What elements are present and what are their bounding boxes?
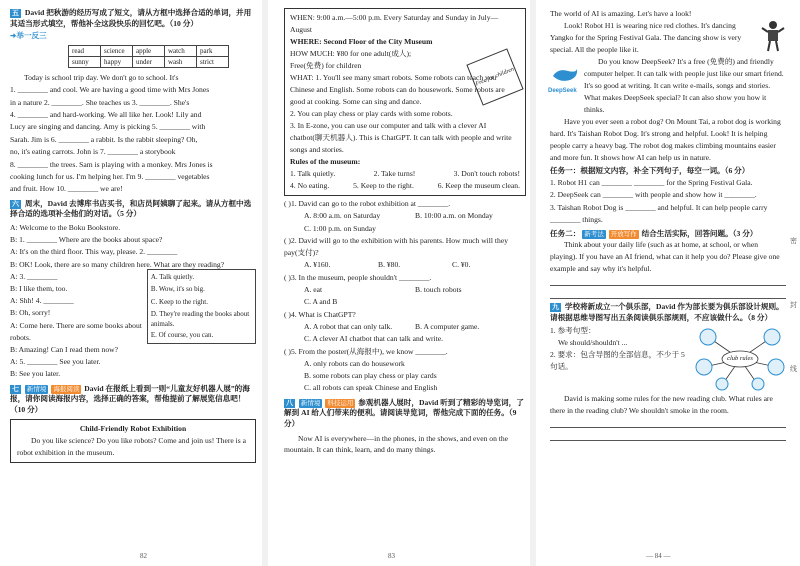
dialogue-line: A: 3. ________ [10, 271, 58, 281]
mc-question: ( )5. From the poster(从海报中), we know ________. [284, 346, 448, 356]
question-number: 六 [12, 199, 19, 208]
dialogue-left [10, 271, 147, 344]
word-bank-item: science [101, 45, 133, 56]
option: C. Keep to the right. [150, 298, 208, 307]
task-1-title: 任务一：根据短文内容，补全下列句子，每空一词。（6 分） [550, 166, 750, 175]
word-bank-item: wash [165, 56, 197, 67]
mc-question: ( )4. What is ChatGPT? [284, 309, 356, 319]
cloze-passage [10, 72, 256, 196]
dialogue-line: A: Shh! 4. ________ [10, 296, 74, 306]
tag-new-context: 新情境 [26, 385, 47, 393]
dialogue-line: B: I like them, too. [10, 284, 68, 294]
tag-new-method: 新考法 [584, 230, 604, 238]
answer-line[interactable] [550, 288, 786, 299]
mc-option: C. A clever AI chatbot that can talk and write. [304, 334, 443, 344]
essay-start: David is making some rules for the new reading club. What rules are there in the reading club? We shouldn't smoke in the room. [550, 394, 773, 416]
word-bank-item: under [133, 56, 165, 67]
question-number: 七 [12, 384, 19, 393]
poster-price: HOW MUCH: ¥80 for one adult(成人); [290, 49, 412, 58]
answer-line[interactable] [550, 430, 786, 441]
rule: 5. Keep to the right. [353, 181, 414, 190]
robot-h1-section [550, 20, 786, 56]
exhibition-title: Child-Friendly Robot Exhibition [79, 424, 187, 434]
passage-line: 8. ________ the trees. Sam is playing with a monkey. Mrs Jones is [10, 159, 213, 169]
exhibition-intro-box [10, 419, 256, 463]
dialogue-with-options [10, 271, 256, 344]
word-bank-item: sunny [69, 56, 101, 67]
dialogue-line: B: 1. ________ Where are the books about space? [10, 235, 163, 245]
mc-option: C. A and B [304, 297, 338, 307]
page-84 [536, 0, 800, 566]
question-number: 八 [286, 398, 293, 407]
mc-option: C. ¥0. [452, 260, 471, 270]
free-stamp: Free for children [466, 48, 523, 105]
poster-what-3: 3. In E-zone, you can use our computer and talk with a clever AI chatbot(聊天机器人). This is ChatGPT. It can talk with people and write songs and stories. [290, 121, 512, 154]
option: A. Talk quietly. [150, 272, 195, 281]
mc-option: B. A computer game. [415, 321, 480, 331]
exhibition-poster [284, 8, 526, 196]
passage-line: no, it's eating carrots. John is 7. ________ a storybook [10, 147, 176, 157]
multiple-choice [284, 198, 526, 395]
option: D. They're reading the books about animals. [150, 309, 250, 328]
mc-option: A. eat [304, 285, 323, 295]
mc-options [284, 210, 526, 222]
requirement-1-sentence: We should/shouldn't ... [558, 338, 628, 348]
page-83 [268, 0, 532, 566]
question-title: David 在报纸上看到一则“儿童友好机器人展”的海报，请你阅读海报内容，选择正确的答案，帮他提前了解展览信息吧！（10 分） [10, 383, 250, 414]
mc-question: ( )1. David can go to the robot exhibition at ________. [284, 199, 451, 208]
rule: 2. Take turns! [373, 169, 416, 178]
word-bank-item: happy [101, 56, 133, 67]
rule: 3. Don't touch robots! [453, 169, 520, 178]
dancing-robot-icon [760, 20, 786, 52]
mc-option: C. all robots can speak Chinese and English [304, 383, 438, 393]
mc-question: ( )2. David will go to the exhibition with his parents. How much will they pay(支付)? [284, 235, 508, 258]
guide-text: Now AI is everywhere—in the phones, in the shows, and even on the mountain. It can think, learn, and do many things. [284, 433, 509, 455]
mc-option: B. touch robots [415, 285, 462, 295]
option: E. Of course, you can. [150, 330, 214, 339]
mc-option: C. 1:00 p.m. on Sunday [304, 223, 376, 233]
question-title: David 把秋游的经历写成了短文，请从方框中选择合适的单词，并用其适当形式填空，帮他补全这段快乐的回忆吧。（10 分） [10, 8, 252, 28]
answer-line[interactable] [550, 275, 786, 286]
requirement-2: 2. 要求：包含导图的全部信息，不少于 5 句话。 [550, 350, 685, 372]
deepseek-text: Do you know DeepSeek? It's a free (免费的) and friendly computer helper. It can talk with people just like our smart friend. It's so good at writing. It can write e-mails, songs and stories. What makes DeepSeek special? It can also show you how it thinks. [584, 57, 784, 114]
poster-when: WHEN: 9:00 a.m.—5:00 p.m. Every Saturday and Sunday in July—August [290, 13, 499, 34]
mc-option: B. 10:00 a.m. on Monday [415, 211, 493, 221]
dialogue-line: A: Welcome to the Boku Bookstore. [10, 223, 121, 233]
mc-options [284, 284, 526, 296]
page-number: 82 [140, 552, 147, 561]
options-box [147, 269, 256, 344]
tag-poster-reading: 海报阅读 [53, 385, 80, 393]
passage-line: in a nature 2. ________. She teaches us 3. ________. She's [10, 97, 190, 107]
tag-open-writing: 开放写作 [610, 230, 637, 238]
word-bank-item: strict [197, 56, 229, 67]
question-5-header [10, 8, 256, 29]
passage-line: Sarah. Jim is 6. ________ a rabbit. Is the rabbit sleeping? Oh, [10, 134, 198, 144]
question-number: 五 [12, 9, 19, 17]
word-bank-item: apple [133, 45, 165, 56]
option: B. Wow, it's so big. [150, 285, 205, 294]
question-number: 九 [552, 303, 559, 312]
answer-line[interactable] [550, 417, 786, 428]
dialogue-line: B: Amazing! Can I read them now? [10, 345, 118, 355]
tag-new-context: 新情境 [300, 399, 321, 407]
task-2-header [550, 229, 786, 240]
question-title: 学校将新成立一个俱乐部，David 作为部长要为俱乐部设计规则。请根据思维导图写出五条阅读俱乐部规则，不应该做什么。（8 分） [550, 302, 784, 322]
question-9-header [550, 302, 786, 323]
fill-item: 3. Taishan Robot Dog is ________ and helpful. It can help people carry ________ things. [550, 202, 768, 225]
poster-what: WHAT: 1. You'll see many smart robots. Some robots can teach you Chinese and English. Some robots can do housework. Some robots are good at cooking. Some can sing and dance. [290, 73, 505, 106]
task-2-label: 任务二： [550, 228, 581, 238]
club-rules-label: club rules [727, 355, 753, 363]
exhibition-text: Do you like science? Do you like robots? Come and join us! There is a robot exhibition in the museum. [17, 436, 246, 457]
page-82 [0, 0, 262, 566]
mc-option: A. 8:00 a.m. on Saturday [304, 211, 381, 221]
deepseek-section [550, 56, 786, 116]
question-title: 参观机器人展时，David 听到了精彩的导览词，了解到 AI 给人们带来的便利。请阅读导览词，帮他完成下面的任务。（9 分） [284, 397, 524, 428]
rule: 4. No eating. [290, 181, 330, 190]
mc-option: A. only robots can do housework [304, 358, 405, 368]
word-bank-item: watch [165, 45, 197, 56]
word-bank-item: read [69, 45, 101, 56]
word-bank [68, 45, 229, 68]
rule: 1. Talk quietly. [290, 169, 336, 178]
dialogue-line: A: 5. ________ See you later. [10, 357, 101, 367]
passage-line: 1. ________ and cool. We are having a good time with Mrs Jones [10, 85, 210, 95]
robot-h1-text: Look! Robot H1 is wearing nice red clothes. It's dancing Yangko for the Spring Festival Gala. The dancing show is very special. All the people like it. [550, 21, 742, 54]
word-bank-item: park [197, 45, 229, 56]
binding-char: 封 [790, 301, 797, 309]
rule: 6. Keep the museum clean. [437, 181, 520, 190]
mc-option: A. ¥160. [304, 260, 331, 270]
mc-options [284, 321, 526, 333]
dialogue-line: B: Oh, sorry! [10, 308, 51, 318]
binding-char: 线 [790, 365, 797, 373]
club-rules-mindmap [694, 327, 786, 391]
question-8-header [284, 398, 526, 430]
dialogue [10, 222, 256, 381]
poster-what-2: 2. You can play chess or play cards with some robots. [290, 109, 453, 118]
poster-where: WHERE: Second Floor of the City Museum [290, 37, 433, 46]
mc-question: ( )3. In the museum, people shouldn't ________. [284, 272, 432, 282]
dialogue-line: B: See you later. [10, 369, 61, 379]
poster-free: Free(免费) for children [290, 61, 362, 70]
mc-option: B. some robots can play chess or play cards [304, 371, 437, 381]
dialogue-line: A: It's on the third floor. This way, please. 2. ________ [10, 247, 178, 257]
page-number: — 84 — [646, 552, 671, 561]
question-6-header [10, 199, 256, 220]
dialogue-line: B: OK! Look, there are so many children here. What are they reading? [10, 259, 225, 269]
rules-row-2 [290, 180, 520, 192]
fill-item: 2. DeepSeek can ________ with people and show how it ________. [550, 190, 757, 200]
task-2-title: 结合生活实际，回答问题。（3 分） [641, 228, 758, 238]
fill-item: 1. Robot H1 can ________ ________ for the Spring Festival Gala. [550, 177, 753, 187]
question-title: 周末，David 去博库书店买书，和店员阿姨聊了起来。请从方框中选择合适的选项补全他们的对话。（5 分） [10, 198, 252, 219]
mc-option: A. A robot that can only talk. [304, 321, 393, 331]
passage-line: Lucy are singing and dancing. Amy is picking 5. ________ with [10, 122, 206, 132]
passage-line: 4. ________ and hard-working. We all like her. Look! Lily and [10, 110, 202, 119]
passage-line: and fruit. How 10. ________ we are! [10, 184, 123, 194]
passage-line: cooking lunch for us. I'm helping her. I'm 9. ________ vegetables [10, 172, 210, 182]
robot-dog-text: Have you ever seen a robot dog? On Mount Tai, a robot dog is working hard. It's Taishan Robot Dog. It's strong and helpful. Look! It is helping people carry a heavy bag. The robot dog makes climbing mountains easier and more fun. It shows how AI can help us in nature. [550, 117, 781, 162]
passage-line: Today is school trip day. We don't go to school. It's [24, 72, 179, 82]
question-7-header [10, 384, 256, 416]
deepseek-logo-text: DeepSeek [548, 88, 577, 94]
requirement-1: 1. 参考句型： [550, 326, 596, 336]
practice-hint: ➜举一反三 [10, 31, 47, 41]
whale-logo-icon [550, 66, 580, 84]
rules-row-1 [290, 168, 520, 180]
rules-title: Rules of the museum: [290, 157, 361, 166]
page-number: 83 [388, 552, 395, 561]
mc-option: B. ¥80. [378, 260, 401, 270]
task-2-text: Think about your daily life (such as at home, at school, or when playing). If you have an AI friend, what can it help you do? Please give one example and say why it's helpful. [550, 240, 780, 274]
binding-char: 密 [790, 237, 797, 245]
intro-line: The world of AI is amazing. Let's have a look! [550, 9, 692, 18]
dialogue-line: A: Come here. There are some books about robots. [10, 320, 142, 342]
tag-tech-use: 科技运用 [327, 399, 354, 407]
mc-options [284, 259, 526, 271]
